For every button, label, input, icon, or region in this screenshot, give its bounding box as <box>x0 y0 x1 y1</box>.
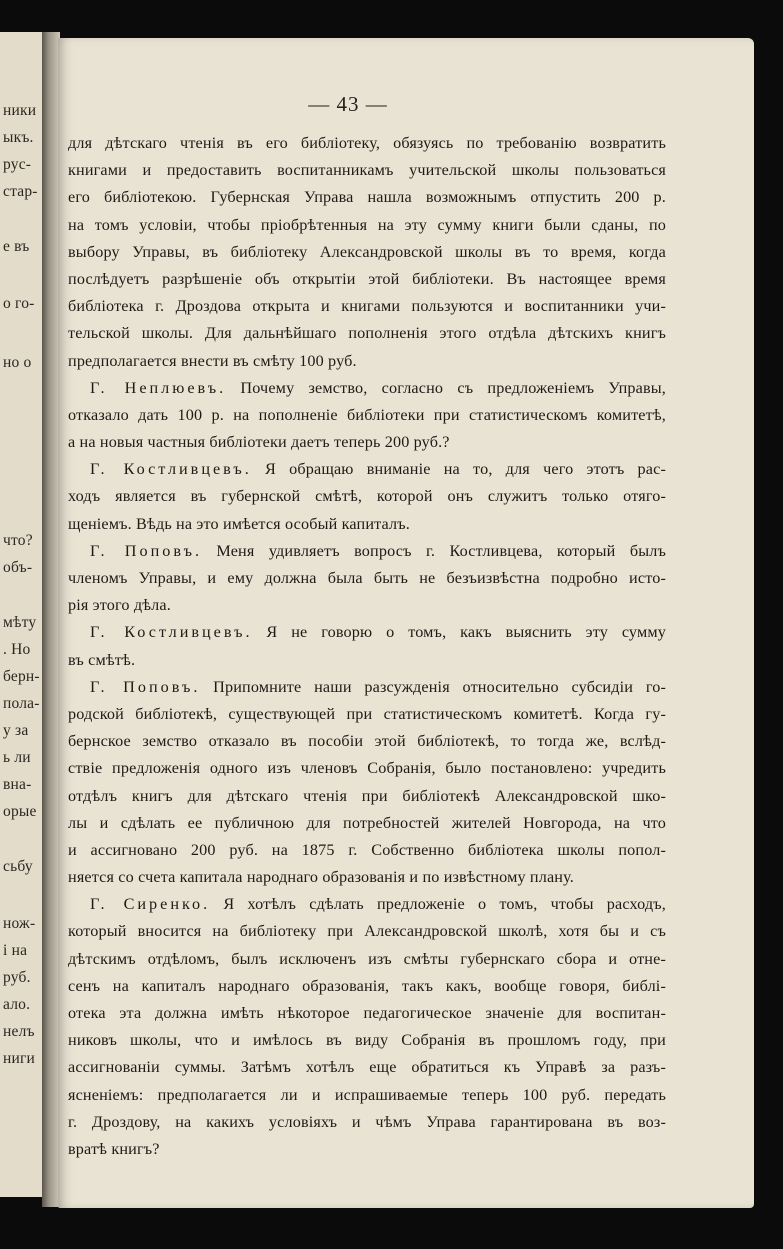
left-page-fragment: стар- <box>3 183 38 200</box>
paragraph <box>68 891 666 1163</box>
speech-text: Я обращаю вниманіе на то, для чего этотъ рас- <box>265 460 666 479</box>
speaker-name: Г. Сиренко. <box>90 895 211 914</box>
text-line: предполагается внести въ смѣту 100 руб. <box>68 351 357 370</box>
text-line: а на новыя частныя библіотеки даетъ теперь 200 руб.? <box>68 433 450 452</box>
left-page-fragment: сьбу <box>3 858 33 875</box>
text-line: послѣдуетъ разрѣшеніе объ открытіи этой библіотеки. Въ настоящее время <box>68 269 666 288</box>
speech-text: Я хотѣлъ сдѣлать предложеніе о томъ, чтобы расходъ, <box>223 895 666 914</box>
speaker-name: Г. Поповъ. <box>90 677 201 696</box>
left-page-fragment: руб. <box>3 969 31 986</box>
left-page-fragment: ь ли <box>3 749 31 766</box>
text-line <box>68 674 666 701</box>
left-page-fragment: о го- <box>3 295 35 312</box>
left-page-fragment: ало. <box>3 996 31 1013</box>
page-body <box>68 130 666 1163</box>
text-line <box>68 456 666 483</box>
text-line: тельской школы. Для дальнѣйшаго пополненія этого отдѣла дѣтскихъ книгъ <box>68 324 666 343</box>
left-page-fragment: у за <box>3 722 29 739</box>
speaker-name: Г. Неплюевъ. <box>90 378 227 397</box>
left-page-fragment: но о <box>3 354 32 371</box>
left-page-fragment: е въ <box>3 238 30 255</box>
left-page-fragment: рус- <box>3 156 32 173</box>
speech-text: Почему земство, согласно съ предложеніемъ Управы, <box>240 378 666 397</box>
left-page-fragment: орые <box>3 803 37 820</box>
text-line: бернское земство отказало въ пособіи этой библіотекѣ, то тогда же, вслѣд- <box>68 732 666 751</box>
left-page-fragment: ыкъ. <box>3 129 34 146</box>
speaker-name: Г. Поповъ. <box>90 541 202 560</box>
text-line: для дѣтскаго чтенія въ его библіотеку, обязуясь по требованію возвратить <box>68 134 666 152</box>
text-line: членомъ Управы, и ему должна была быть не безъизвѣстна подробно исто- <box>68 569 666 587</box>
text-line: вратѣ книгъ? <box>68 1139 160 1158</box>
text-line: выбору Управы, въ библіотеку Александровской школы въ то время, когда <box>68 242 666 261</box>
left-page-fragment: вна- <box>3 776 32 793</box>
text-line: который вносится на библіотеку при Александровской школѣ, хотя бы и съ <box>68 922 666 941</box>
text-line: дѣтскимъ отдѣломъ, былъ исключенъ изъ смѣты губернскаго сбора и отне- <box>68 949 666 968</box>
text-line: рія этого дѣла. <box>68 596 171 615</box>
paragraph <box>68 619 666 673</box>
text-line: ясненіемъ: предполагается ли и испрашиваемые теперь 100 руб. передать <box>68 1085 666 1104</box>
text-line: и ассигновано 200 руб. на 1875 г. Собственно библіотека школы попол- <box>68 840 666 859</box>
speech-text: Припомните наши разсужденія относительно субсидіи го- <box>213 677 666 696</box>
text-line: книгами и предоставить воспитанникамъ учительской школы пользоваться <box>68 161 666 180</box>
left-page-fragment: і на <box>3 942 28 959</box>
text-line <box>68 375 666 402</box>
text-line: въ смѣтѣ. <box>68 650 136 669</box>
text-line: его библіотекою. Губернская Управа нашла возможнымъ отпустить 200 р. <box>68 188 666 207</box>
text-line: лы и сдѣлать ее публичною для потребностей жителей Новгорода, на что <box>68 813 666 832</box>
paragraph <box>68 456 666 538</box>
text-line: на томъ условіи, чтобы пріобрѣтенныя на эту сумму книги были сданы, по <box>68 215 666 234</box>
text-line: щеніемъ. Вѣдь на это имѣется особый капиталъ. <box>68 514 410 533</box>
text-line: г. Дроздову, на какихъ условіяхъ и чѣмъ Управа гарантирована въ воз- <box>68 1112 666 1131</box>
text-line: отдѣлъ книгъ для дѣтскаго чтенія при библіотекѣ Александровской шко- <box>68 786 666 805</box>
left-page-fragment: мѣту <box>3 614 37 631</box>
left-page-fragment: пола- <box>3 695 40 712</box>
text-line: никовъ школы, что и имѣлось въ виду Собранія въ прошломъ году, при <box>68 1031 666 1050</box>
paragraph <box>68 674 666 892</box>
text-line: ствіе предложенія одного изъ членовъ Собранія, было постановлено: учредить <box>68 759 666 778</box>
text-line: отека эта должна имѣть нѣкоторое педагогическое значеніе для воспитан- <box>68 1004 666 1022</box>
left-page-edge <box>0 32 44 1197</box>
text-line: няется со счета капитала народнаго образованія и по извѣстному плану. <box>68 868 574 887</box>
speaker-name: Г. Костливцевъ. <box>90 460 252 479</box>
text-line: родской библіотекѣ, существующей при статистическомъ комитетѣ. Когда гу- <box>68 704 666 723</box>
speaker-name: Г. Костливцевъ. <box>90 623 253 642</box>
paragraph <box>68 375 666 457</box>
text-line <box>68 891 666 918</box>
left-page-fragment: нелъ <box>3 1023 35 1040</box>
left-page-fragment: берн- <box>3 668 40 685</box>
left-page-fragment: объ- <box>3 559 33 576</box>
text-line: сенъ на капиталъ народнаго образованія, такъ какъ, вообще говоря, библі- <box>68 976 666 995</box>
text-line: ассигнованіи суммы. Затѣмъ хотѣлъ еще обратиться къ Управѣ за разъ- <box>68 1058 666 1077</box>
page-number: — 43 — <box>308 92 388 116</box>
text-line: ходъ является въ губернской смѣтѣ, которой онъ служитъ только отяго- <box>68 487 666 506</box>
text-line: отказало дать 100 р. на пополненіе библіотеки при статистическомъ комитетѣ, <box>68 405 666 424</box>
paragraph <box>68 538 666 620</box>
left-page-fragment: нож- <box>3 915 36 932</box>
speech-text: Меня удивляетъ вопросъ г. Костливцева, который былъ <box>216 541 666 560</box>
text-line <box>68 538 666 565</box>
text-line: библіотека г. Дроздова открыта и книгами пользуются и воспитанники учи- <box>68 297 666 316</box>
left-page-fragment: ниги <box>3 1050 36 1067</box>
left-page-fragment: ники <box>3 102 37 119</box>
left-page-fragment: . Но <box>3 641 31 658</box>
paragraph <box>68 130 666 375</box>
book-page <box>58 38 754 1208</box>
text-line <box>68 619 666 646</box>
left-page-fragment: что? <box>3 532 33 549</box>
speech-text: Я не говорю о томъ, какъ выяснить эту сумму <box>266 623 666 642</box>
